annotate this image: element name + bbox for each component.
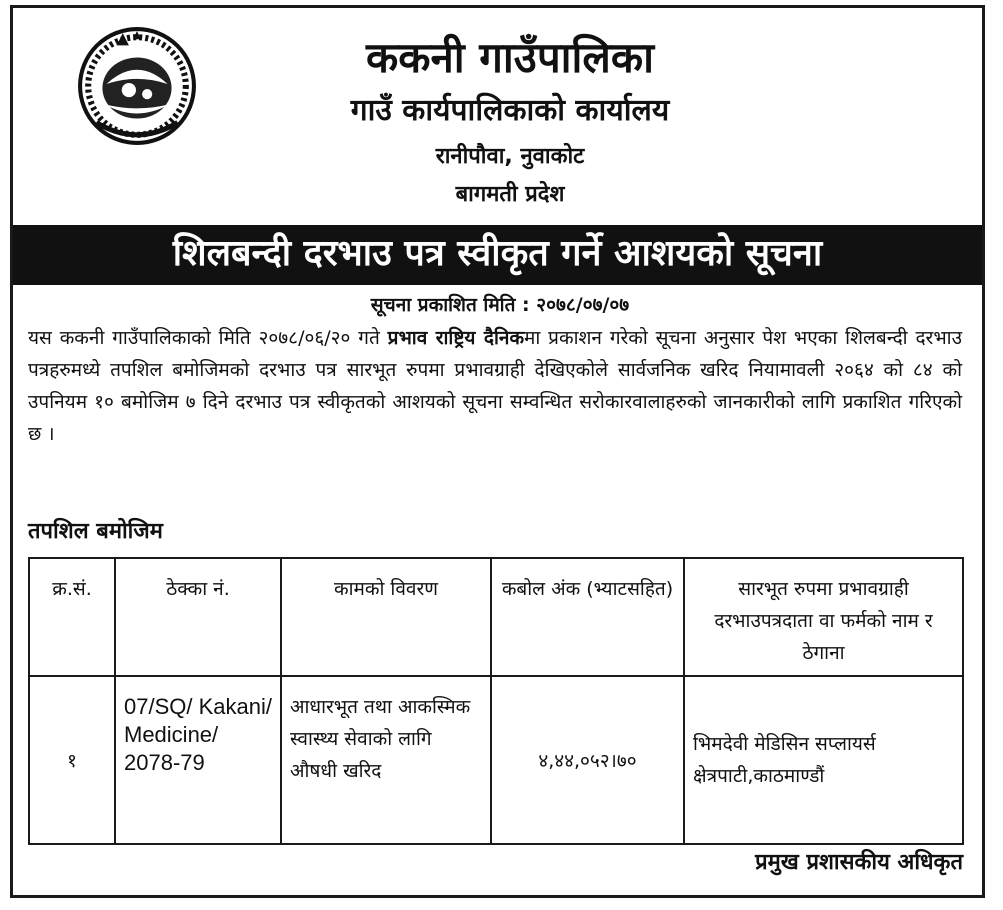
office-location: रानीपौवा, नुवाकोट [435,144,585,169]
table-row [29,676,963,844]
bid-table [28,557,964,845]
nepal-emblem-icon [76,25,198,147]
cell-contract-no: 07/SQ/ Kakani/ Medicine/ 2078-79 [115,676,281,844]
cell-sn: १ [29,676,115,844]
org-name: ककनी गाउँपालिका [365,33,655,82]
cell-work-desc: आधारभूत तथा आकस्मिक स्वास्थ्य सेवाको लागि औषधी खरिद [281,676,491,844]
body-text-part2: मा प्रकाशन गरेको सूचना अनुसार पेश भएका शिलबन्दी दरभाउ पत्रहरुमध्ये तपशिल बमोजिमको दरभाउ पत्र सारभूत रुपमा प्रभावग्राही देखिएकोले सार्वजनिक खरिद नियामावली २०६४ को ८४ को उपनियम १० बमोजिम ७ दिने दरभाउ पत्र स्वीकृतको आशयको सूचना सम्वन्धित सरोकारवालाहरुको जानकारीको लागि प्रकाशित गरिएको छ । [28,327,963,445]
office-name: गाउँ कार्यपालिकाको कार्यालय [350,93,670,128]
details-heading: तपशिल बमोजिम [28,519,163,544]
notice-title: शिलबन्दी दरभाउ पत्र स्वीकृत गर्ने आशयको सूचना [13,225,982,285]
signatory-title: प्रमुख प्रशासकीय अधिकृत [755,850,963,875]
cell-bidder: भिमदेवी मेडिसिन सप्लायर्स क्षेत्रपाटी,काठमाण्डौं [684,676,963,844]
col-header-contract-no: ठेक्का नं. [115,558,281,676]
province-name: बागमती प्रदेश [455,182,565,207]
col-header-bid-amount: कबोल अंक (भ्याटसहित) [491,558,684,676]
published-date: सूचना प्रकाशित मिति : २०७८/०७/०७ [370,294,630,316]
notice-body [28,322,962,450]
col-header-work-desc: कामको विवरण [281,558,491,676]
newspaper-name: प्रभाव राष्ट्रिय दैनिक [387,327,525,349]
table-header-row [29,558,963,676]
body-text-part1: यस ककनी गाउँपालिकाको मिति २०७८/०६/२० गते [28,327,388,349]
cell-bid-amount: ४,४४,०५२।७० [491,676,684,844]
col-header-bidder: सारभूत रुपमा प्रभावग्राही दरभाउपत्रदाता वा फर्मको नाम र ठेगाना [684,558,963,676]
col-header-sn: क्र.सं. [29,558,115,676]
